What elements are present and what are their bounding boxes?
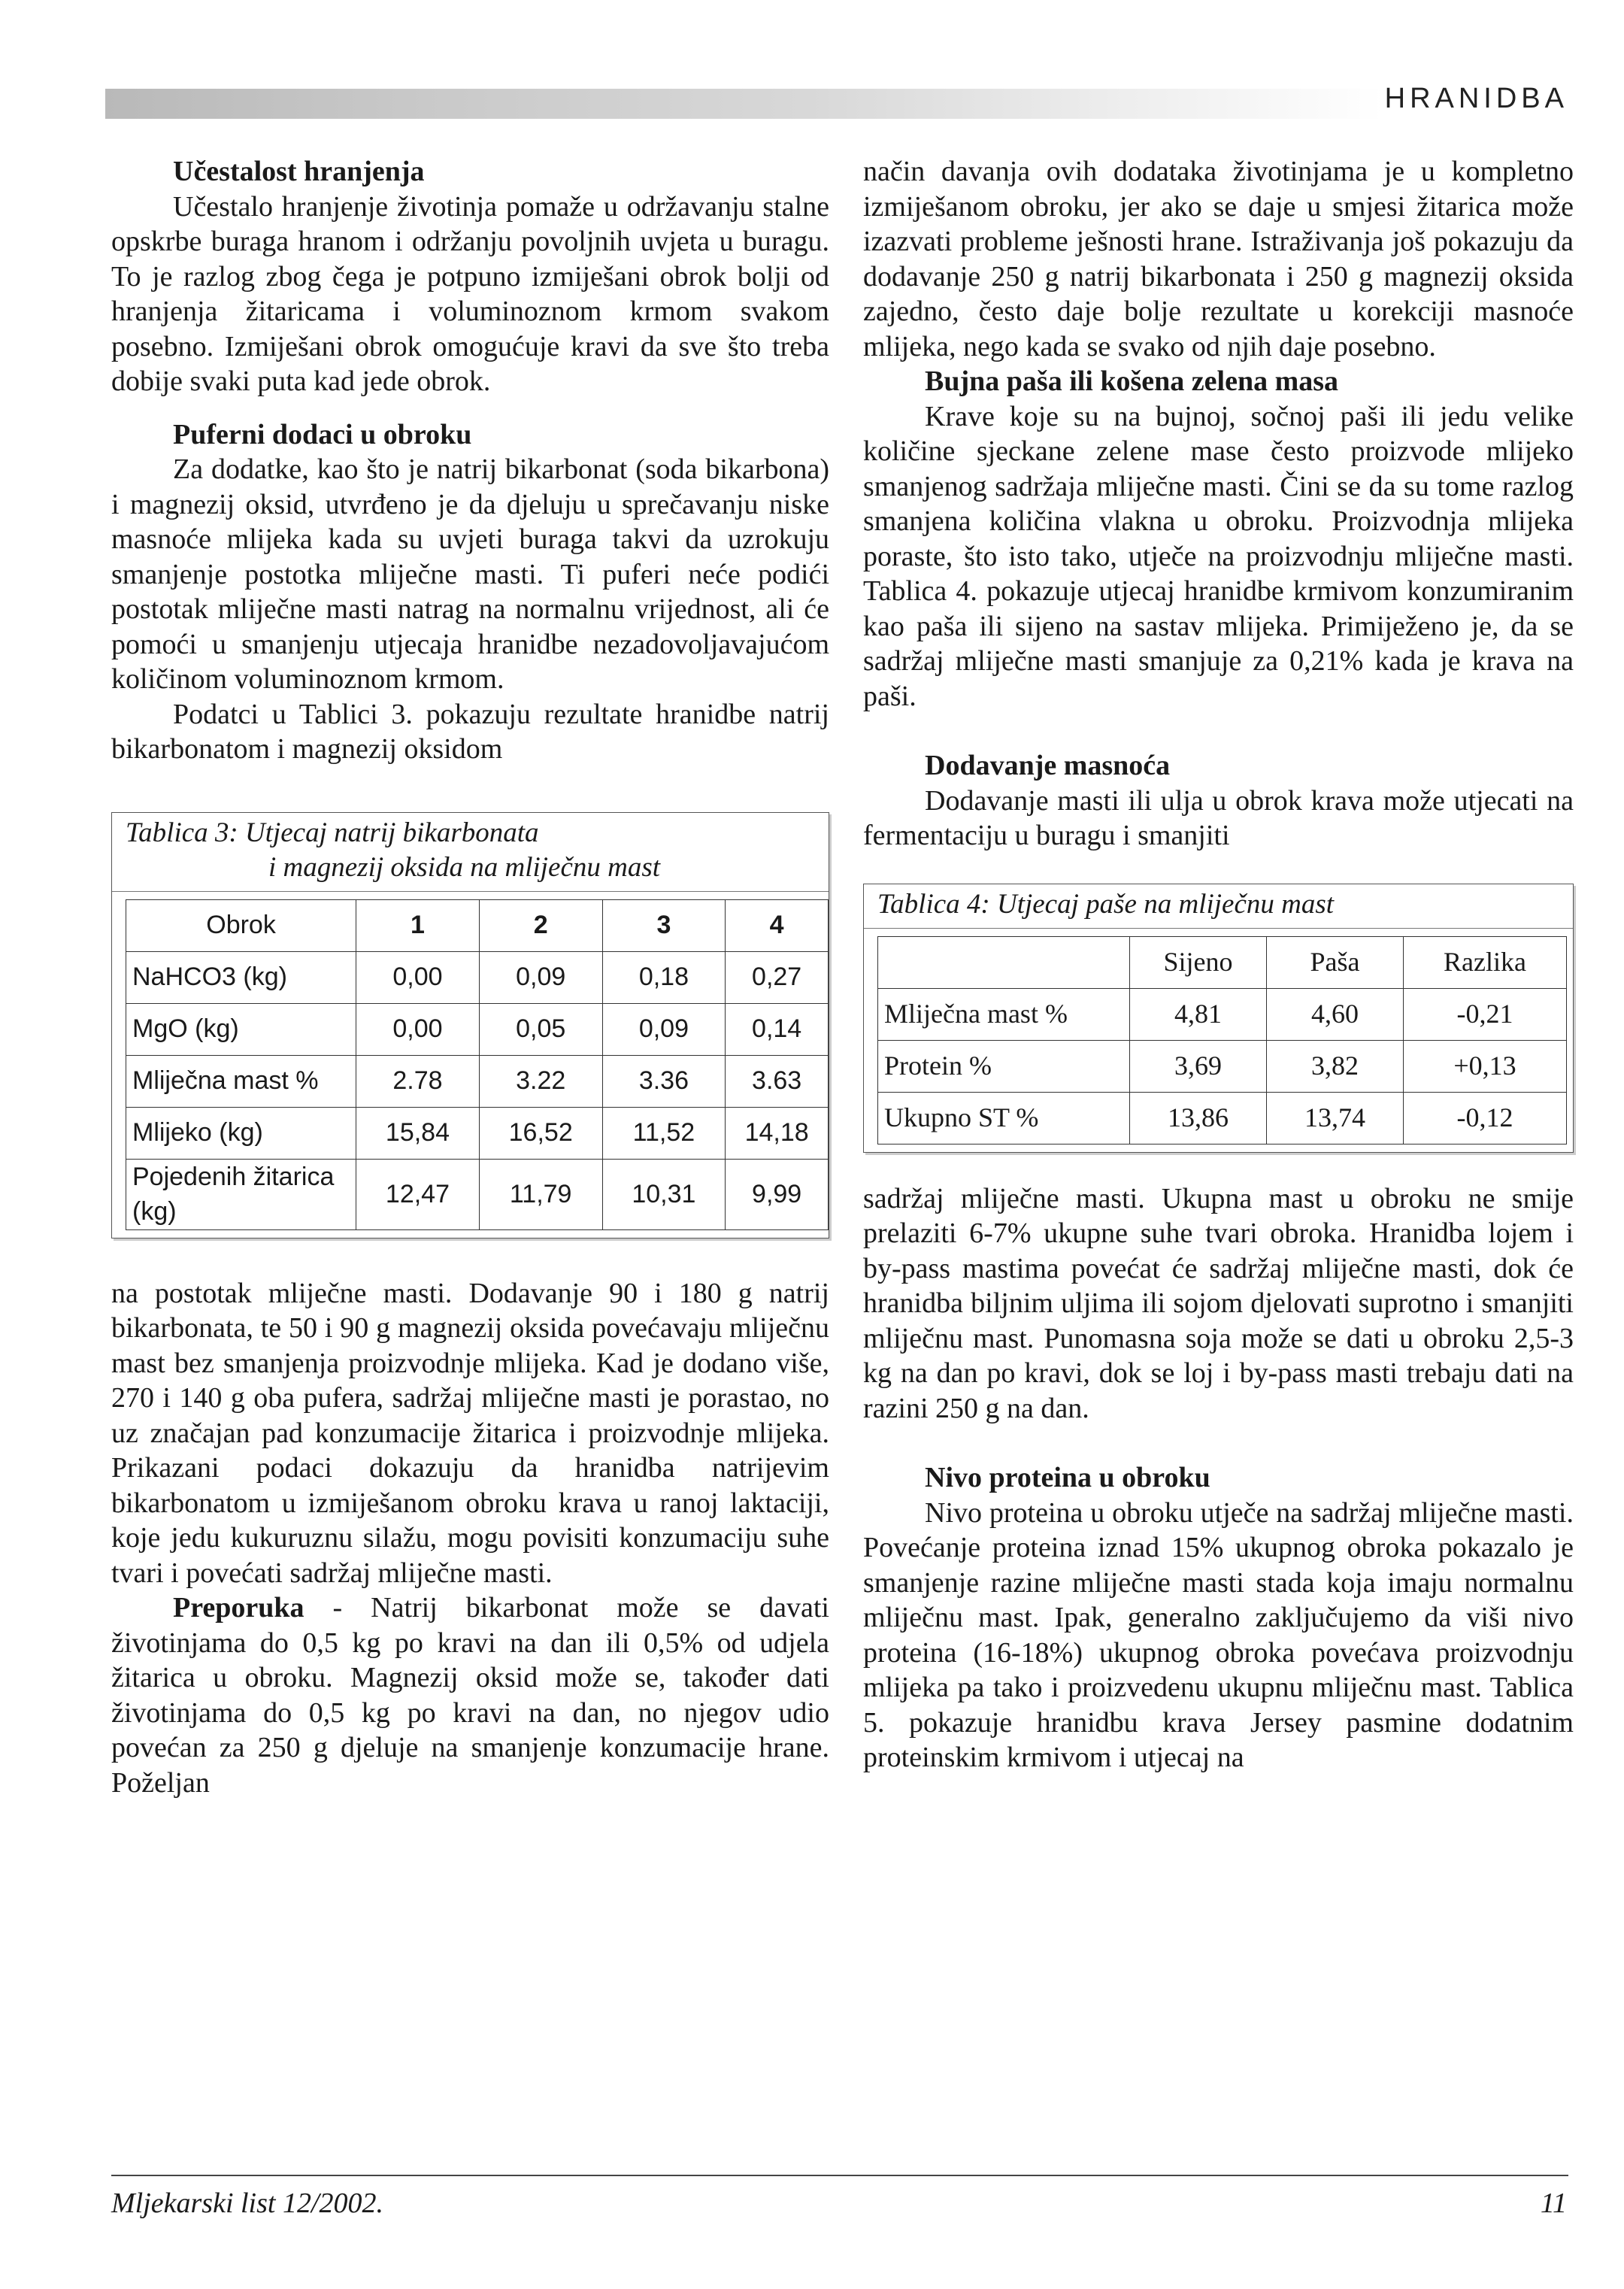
heading-protein-level: Nivo proteina u obroku	[925, 1462, 1210, 1493]
paragraph-recommendation: Preporuka - Natrij bikarbonat može se davati životinjama do 0,5 kg po kravi na dan ili 0,5% od udjela žitarica u obroku. Magnezij oksid može se, također dati životinjama do 0,5 kg po kravi na dan, no njegov udio povećan za 250 g djeluje na smanjenje konzumacije hrane. Poželjan	[111, 1592, 829, 1799]
table-3	[111, 812, 829, 1238]
footer-rule	[111, 2175, 1568, 2176]
table-4-caption: Tablica 4: Utjecaj paše na mliječnu mast	[864, 884, 1573, 929]
heading-buffer-additives: Puferni dodaci u obroku	[173, 418, 472, 450]
paragraph: sadržaj mliječne masti. Ukupna mast u obroku ne smije prelaziti 6-7% ukupne suhe tvari obroka. Hranidba lojem i by-pass mastima povećat će sadržaj mliječne masti, dok će hranidba biljnim uljima ili sojom djelovati suprotno i smanjiti mliječnu mast. Punomasna soja može se dati u obroku 2,5-3 kg na dan po kravi, dok se loj i by-pass masti trebaju dati na razini 250 g na dan.	[863, 1182, 1574, 1424]
heading-feeding-frequency: Učestalost hranjenja	[173, 156, 425, 187]
header-decoration-bar	[105, 89, 1383, 119]
paragraph: Dodavanje masti ili ulja u obrok krava može utjecati na fermentaciju u buragu i smanjiti	[863, 784, 1574, 851]
heading-adding-fats: Dodavanje masnoća	[925, 750, 1171, 781]
table-3-caption: Tablica 3: Utjecaj natrij bikarbonata i magnezij oksida na mliječnu mast	[112, 813, 829, 892]
table-header-row: Sijeno Paša Razlika	[878, 936, 1567, 988]
paragraph: Za dodatke, kao što je natrij bikarbonat (soda bikarbona) i magnezij oksid, utvrđeno je da djeluju u sprečavanju niske masnoće mlijeka kada su uvjeti buraga takvi da uzrokuju smanjenje postotka mliječne masti. Ti puferi neće podići postotak mliječne masti natrag na normalnu vrijednost, ali će pomoći u smanjenju utjecaja hranidbe nezadovoljavajućom količinom voluminoznom krmom.	[111, 453, 829, 695]
page-number: 11	[1540, 2187, 1567, 2219]
table-4-grid	[877, 936, 1567, 1144]
table-row: Mliječna mast % 2.78 3.22 3.36 3.63	[126, 1055, 829, 1107]
paragraph: na postotak mliječne masti. Dodavanje 90 i 180 g natrij bikarbonata, te 50 i 90 g magnezij oksida povećavaju mliječnu mast bez smanjenja proizvodnje mlijeka. Kad je dodano više, 270 i 140 g oba pufera, sadržaj mliječne masti je porastao, no uz značajan pad konzumacije žitarica i proizvodnje mlijeka. Prikazani podaci dokazuju da hranidba natrijevim bikarbonatom u izmiješanom obroku krava u ranoj laktaciji, koje jedu kukuruznu silažu, mogu povisiti konzumaciju suhe tvari i povećati sadržaj mliječne masti.	[111, 1277, 829, 1589]
paragraph: Učestalo hranjenje životinja pomaže u održavanju stalne opskrbe buraga hranom i održanju povoljnih uvjeta u buragu. To je razlog zbog čega je potpuno izmiješani obrok bolji od hranjenja žitaricama i voluminoznom krmom svakom posebno. Izmiješani obrok omogućuje kravi da sve što treba dobije svaki puta kad jede obrok.	[111, 190, 829, 397]
table-header-row: Obrok 1 2 3 4	[126, 899, 829, 951]
paragraph: način davanja ovih dodataka životinjama je u kompletno izmiješanom obroku, jer ako se daje u smjesi žitarica može izazvati probleme ješnosti hrane. Istraživanja još pokazuju da dodavanje 250 g natrij bikarbonata i 250 g magnezij oksida zajedno, često daje bolje rezultate u korekciji masnoće mlijeka, nego kada se svako od njih daje posebno.	[863, 156, 1574, 362]
section-title: HRANIDBA	[1384, 83, 1568, 114]
heading-lush-pasture: Bujna paša ili košena zelena masa	[925, 365, 1339, 397]
right-column	[863, 154, 1574, 1775]
paragraph: Krave koje su na bujnoj, sočnoj paši ili jedu velike količine sjeckane zelene mase često proizvode mlijeko smanjenog sadržaja mliječne masti. Čini se da su tome razlog smanjena količina vlakna u obroku. Proizvodnja mlijeka poraste, što isto tako, utječe na proizvodnju mliječne masti. Tablica 4. pokazuje utjecaj hranidbe krmivom konzumiranim kao paša ili sijeno na sastav mlijeka. Primiježeno je, da se sadržaj mliječne masti smanjuje za 0,21% kada je krava na paši.	[863, 400, 1574, 712]
table-row: Pojedenih žitarica (kg) 12,47 11,79 10,31 9,99	[126, 1159, 829, 1229]
table-4	[863, 884, 1574, 1153]
table-row: Mlijeko (kg) 15,84 16,52 11,52 14,18	[126, 1107, 829, 1159]
table-row: MgO (kg) 0,00 0,05 0,09 0,14	[126, 1003, 829, 1055]
paragraph: Nivo proteina u obroku utječe na sadržaj mliječne masti. Povećanje proteina iznad 15% ukupnog obroka pokazalo je smanjenje razine mliječne masti stada koja imaju normalnu mliječnu mast. Ipak, generalno zaključujemo da viši nivo proteina (16-18%) ukupnog obroka povećava proizvodnju mlijeka pa tako i proizvedenu ukupnu mliječnu mast. Tablica 5. pokazuje hranidbu krava Jersey pasmine dodatnim proteinskim krmivom i utjecaj na	[863, 1496, 1574, 1773]
table-row: NaHCO3 (kg) 0,00 0,09 0,18 0,27	[126, 951, 829, 1003]
paragraph: Podatci u Tablici 3. pokazuju rezultate hranidbe natrij bikarbonatom i magnezij oksidom	[111, 698, 829, 765]
left-column	[111, 154, 829, 1800]
table-3-grid	[126, 899, 829, 1230]
table-row: Ukupno ST % 13,86 13,74 -0,12	[878, 1092, 1567, 1144]
table-row: Protein % 3,69 3,82 +0,13	[878, 1040, 1567, 1092]
footer-journal: Mljekarski list 12/2002.	[111, 2187, 384, 2219]
table-row: Mliječna mast % 4,81 4,60 -0,21	[878, 988, 1567, 1040]
